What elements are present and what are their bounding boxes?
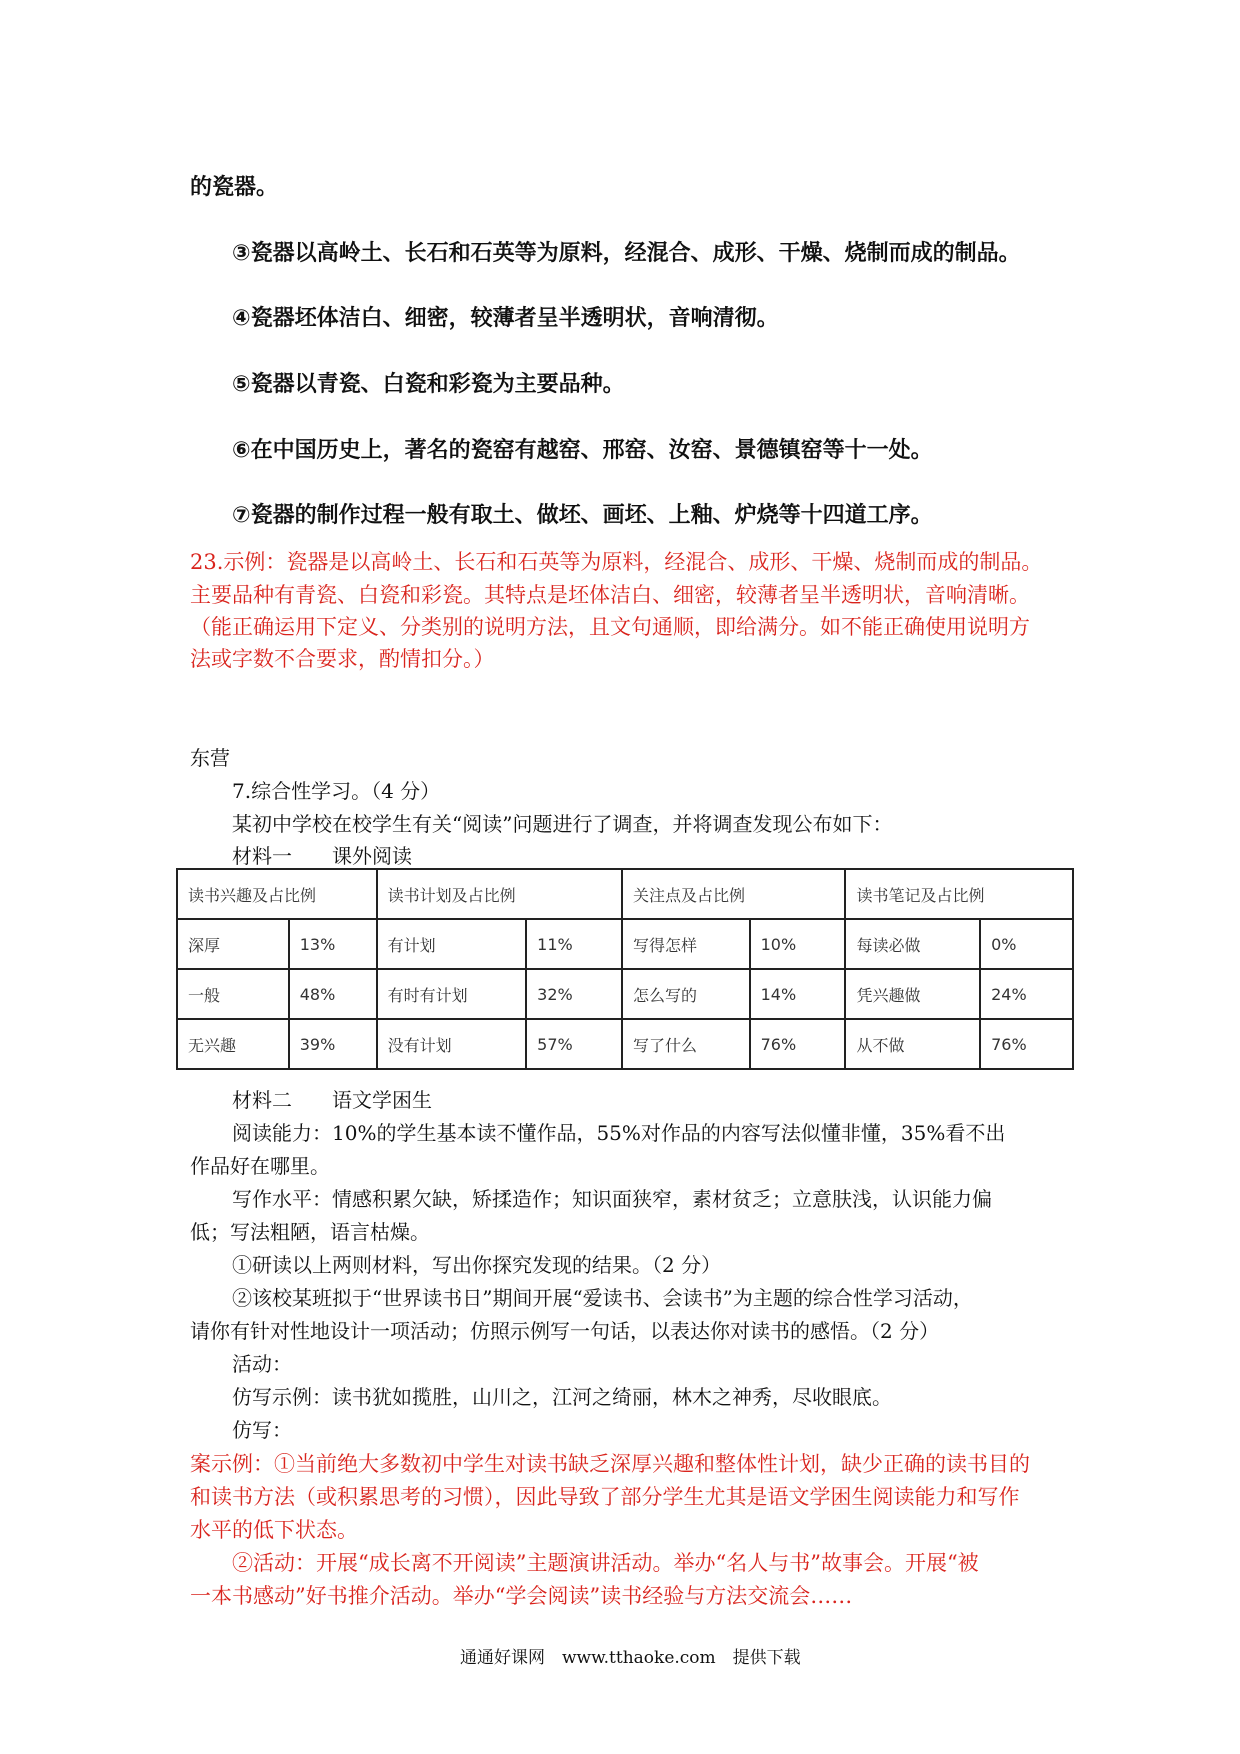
table-cell: 无兴趣 — [177, 1019, 289, 1069]
answer7-line4: ②活动：开展“成长离不开阅读”主题演讲活动。举办“名人与书”故事会。开展“被 — [232, 1551, 979, 1575]
porcelain-line-3: ③瓷器以高岭土、长石和石英等为原料，经混合、成形、干燥、烧制而成的制品。 — [232, 241, 1021, 266]
survey-intro: 某初中学校在校学生有关“阅读”问题进行了调查，并将调查发现公布如下： — [232, 812, 893, 836]
writing-level-line2: 低；写法粗陋，语言枯燥。 — [190, 1220, 430, 1244]
table-cell: 32% — [526, 969, 622, 1019]
answer23-line1: 23.示例：瓷器是以高岭土、长石和石英等为原料，经混合、成形、干燥、烧制而成的制品。 — [190, 550, 1043, 574]
table-cell: 14% — [750, 969, 846, 1019]
table-cell: 11% — [526, 919, 622, 969]
table-cell: 从不做 — [845, 1019, 980, 1069]
table-row — [177, 1019, 1073, 1069]
table-cell: 深厚 — [177, 919, 289, 969]
table-cell: 57% — [526, 1019, 622, 1069]
question-7-1: ①研读以上两则材料，写出你探究发现的结果。（2 分） — [232, 1253, 722, 1277]
header-notes: 读书笔记及占比例 — [845, 869, 1073, 919]
table-cell: 13% — [289, 919, 377, 969]
reading-ability-line1: 阅读能力：10%的学生基本读不懂作品，55%对作品的内容写法似懂非懂，35%看不出 — [232, 1121, 1006, 1145]
table-cell: 没有计划 — [377, 1019, 527, 1069]
table-cell: 写得怎样 — [622, 919, 750, 969]
table-row — [177, 919, 1073, 969]
answer23-line2: 主要品种有青瓷、白瓷和彩瓷。其特点是坯体洁白、细密，较薄者呈半透明状，音响清晰。 — [190, 583, 1030, 607]
table-cell: 写了什么 — [622, 1019, 750, 1069]
porcelain-line-4: ④瓷器坯体洁白、细密，较薄者呈半透明状，音响清彻。 — [232, 306, 779, 331]
table-cell: 0% — [980, 919, 1073, 969]
table-cell: 39% — [289, 1019, 377, 1069]
region-label: 东营 — [190, 746, 230, 770]
table-cell: 怎么写的 — [622, 969, 750, 1019]
reading-ability-line2: 作品好在哪里。 — [190, 1154, 330, 1178]
writing-level-line1: 写作水平：情感积累欠缺，矫揉造作；知识面狭窄，素材贫乏；立意肤浅，认识能力偏 — [232, 1187, 992, 1211]
answer7-line5: 一本书感动”好书推介活动。举办“学会阅读”读书经验与方法交流会…… — [190, 1584, 853, 1608]
table-cell: 有时有计划 — [377, 969, 527, 1019]
imitation-example: 仿写示例：读书犹如揽胜，山川之，江河之绮丽，林木之神秀，尽收眼底。 — [232, 1385, 892, 1409]
footer-text: 通通好课网 www.tthaoke.com 提供下载 — [460, 1648, 801, 1668]
activity-label: 活动： — [232, 1352, 292, 1376]
porcelain-line-6: ⑥在中国历史上，著名的瓷窑有越窑、邢窑、汝窑、景德镇窑等十一处。 — [232, 438, 933, 463]
table-cell: 有计划 — [377, 919, 527, 969]
table-cell: 凭兴趣做 — [845, 969, 980, 1019]
header-interest: 读书兴趣及占比例 — [177, 869, 377, 919]
table-cell: 48% — [289, 969, 377, 1019]
table-cell: 10% — [750, 919, 846, 969]
question-7-2-line1: ②该校某班拟于“世界读书日”期间开展“爱读书、会读书”为主题的综合性学习活动， — [232, 1286, 973, 1310]
porcelain-line-7: ⑦瓷器的制作过程一般有取土、做坯、画坯、上釉、炉烧等十四道工序。 — [232, 503, 933, 528]
table-cell: 76% — [980, 1019, 1073, 1069]
porcelain-line-5: ⑤瓷器以青瓷、白瓷和彩瓷为主要品种。 — [232, 372, 625, 397]
answer7-line1: 案示例：①当前绝大多数初中学生对读书缺乏深厚兴趣和整体性计划，缺少正确的读书目的 — [190, 1452, 1030, 1476]
table-cell: 一般 — [177, 969, 289, 1019]
material-two-title: 材料二 语文学困生 — [232, 1088, 432, 1112]
table-header-row — [177, 869, 1073, 919]
header-focus: 关注点及占比例 — [622, 869, 845, 919]
porcelain-line-0: 的瓷器。 — [190, 175, 279, 200]
answer7-line3: 水平的低下状态。 — [190, 1518, 358, 1542]
question-7-title: 7.综合性学习。（4 分） — [232, 779, 441, 803]
header-plan: 读书计划及占比例 — [377, 869, 622, 919]
question-7-2-line2: 请你有针对性地设计一项活动；仿照示例写一句话，以表达你对读书的感悟。（2 分） — [190, 1319, 940, 1343]
table-cell: 24% — [980, 969, 1073, 1019]
table-cell: 每读必做 — [845, 919, 980, 969]
table-cell: 76% — [750, 1019, 846, 1069]
table-row — [177, 969, 1073, 1019]
imitation-label: 仿写： — [232, 1418, 292, 1442]
answer7-line2: 和读书方法（或积累思考的习惯），因此导致了部分学生尤其是语文学困生阅读能力和写作 — [190, 1485, 1020, 1509]
answer23-line4: 法或字数不合要求，酌情扣分。） — [190, 647, 495, 671]
answer23-line3: （能正确运用下定义、分类别的说明方法，且文句通顺，即给满分。如不能正确使用说明方 — [190, 615, 1030, 639]
material-one-title: 材料一 课外阅读 — [232, 844, 412, 868]
survey-table — [176, 868, 1074, 1070]
